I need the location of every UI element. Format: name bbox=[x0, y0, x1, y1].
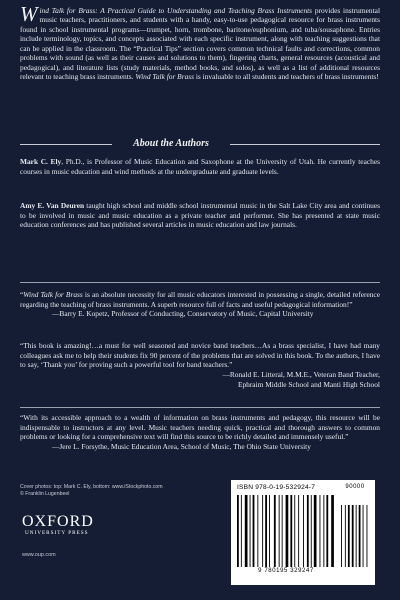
oxford-logo bbox=[22, 514, 92, 536]
author-bio-text: , Ph.D., is Professor of Music Education and Saxophone at the University of Utah. He currently teaches courses in music education and wind methods at the undergraduate and graduate levels. bbox=[20, 157, 380, 176]
quote-attribution: —Barry E. Kopetz, Professor of Conducting, Conservatory of Music, Capital University bbox=[52, 309, 314, 319]
author-bio-text: taught high school and middle school instrumental music in the Salt Lake City area and continues to be involved in music and music education as a private teacher and performer. She has presented at state music education conferences and has published several articles in music education and law journals. bbox=[20, 201, 380, 230]
author-name: Mark C. Ely bbox=[20, 157, 62, 166]
section-divider bbox=[20, 282, 380, 283]
quote-text: “This book is amazing!…a must for well seasoned and novice band teachers…As a brass specialist, I have had many colleagues ask me to help their students fix 90 percent of the problems that are solved in this book. To the authors, I have to say, ‘Thank you’ for proving such a powerful tool for band teachers.” bbox=[20, 341, 380, 370]
photo-credits bbox=[20, 484, 180, 498]
quote-text: is an absolute necessity for all music educators interested in possessing a single, detailed reference regarding the teaching of brass instruments. A superb resource full of facts and useful pedagogical information!” bbox=[20, 290, 380, 309]
author-name: Amy E. Van Deuren bbox=[20, 201, 85, 210]
description-closing: is invaluable to all students and teachers of brass instruments! bbox=[194, 72, 379, 82]
section-divider bbox=[20, 407, 380, 408]
endorsement-forsythe bbox=[20, 413, 380, 452]
about-authors-heading: About the Authors bbox=[133, 138, 209, 149]
endorsement-kopetz bbox=[20, 290, 380, 319]
endorsement-litteral bbox=[20, 341, 380, 389]
about-authors-header bbox=[20, 138, 380, 152]
book-description bbox=[20, 2, 380, 82]
isbn-label: ISBN 978-0-19-532924-7 bbox=[237, 484, 316, 491]
author-bio-ely bbox=[20, 157, 380, 176]
book-title-full: ind Talk for Brass: A Practical Guide to Understanding and Teaching Brass Instruments bbox=[39, 6, 313, 15]
publisher-sub: UNIVERSITY PRESS bbox=[25, 530, 89, 536]
quote-attribution: —Jere L. Forsythe, Music Education Area, School of Music, The Ohio State University bbox=[52, 441, 311, 451]
divider-left bbox=[20, 144, 112, 145]
barcode-panel bbox=[231, 480, 375, 585]
addon-code: 90000 bbox=[345, 484, 365, 490]
quote-text: “With its accessible approach to a wealth of information on brass instruments and pedagogy, this resource will be indispensable to instructors at any level. Music teachers needing quick, practical and thorough answers to common problems or looking for a comprehensive text will find this source to be richly detailed and immensely useful.” bbox=[20, 413, 380, 442]
quote-attribution-line-1: —Ronald E. Litteral, M.M.E., Veteran Band Teacher, bbox=[222, 369, 380, 379]
credit-line: Cover photos: top: Mark C. Ely, bottom: www.iStockphoto.com bbox=[20, 484, 163, 490]
description-body: provides instrumental music teachers, practitioners, and students with a handy, easy-to-use pedagogical resource for brass instruments found in school instrumental programs—trumpet, horn, trombone, baritone/euphonium, and tuba/sousaphone. Entries include terminology, topics, and concepts associated with each specific instrument, along with teaching suggestions that can be applied in the classroom. The “Practical Tips” section covers common technical faults and corrections, common problems with sound (as well as their causes and solutions to them), fingering charts, general resources (acoustical and pedagogical), and literature lists (study materials, method books, and solos), as well as a list of additional resources relevant to teaching brass instruments. bbox=[20, 6, 380, 82]
divider-right bbox=[230, 144, 380, 145]
quote-book-title: Wind Talk for Brass bbox=[23, 290, 83, 299]
credit-line: © Franklin Lugenbeel bbox=[20, 491, 70, 498]
author-bio-van-deuren bbox=[20, 201, 380, 230]
barcode-icon bbox=[237, 495, 369, 567]
publisher-name: OXFORD bbox=[22, 513, 94, 530]
publisher-url: www.oup.com bbox=[22, 552, 56, 558]
barcode-digits: 9 780195 329247 bbox=[258, 568, 314, 574]
quote-open-mark: “ bbox=[20, 290, 24, 299]
book-title-short: Wind Talk for Brass bbox=[135, 72, 195, 82]
quote-attribution-line-2: Ephraim Middle School and Manti High School bbox=[237, 379, 380, 389]
drop-cap: W bbox=[20, 2, 38, 26]
